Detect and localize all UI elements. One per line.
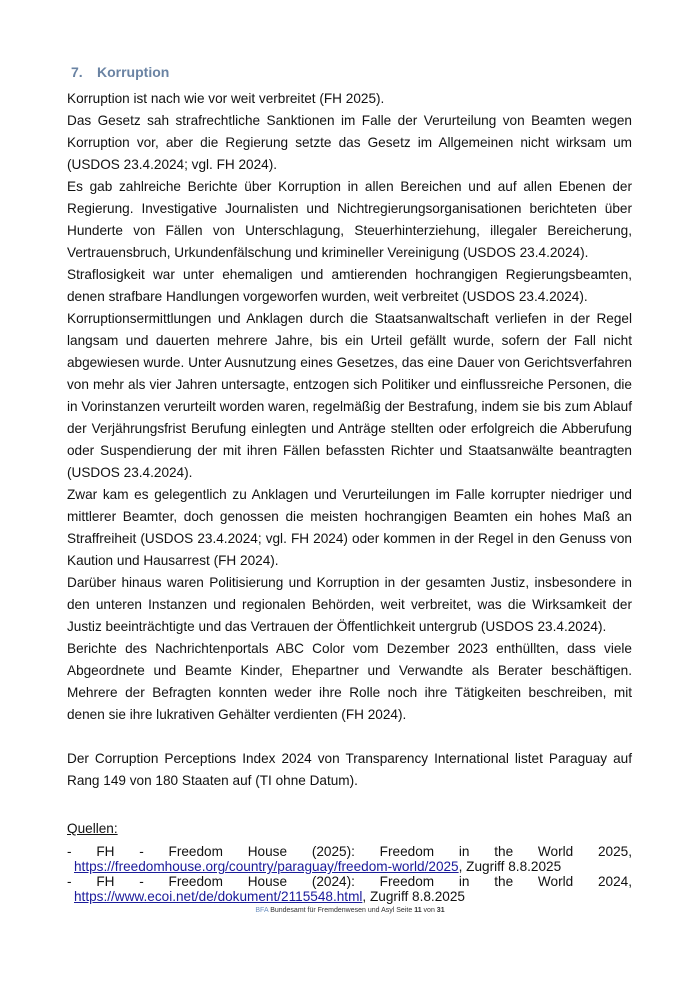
- document-page: [67, 64, 632, 904]
- bfa-logo: BFA: [255, 907, 269, 914]
- source-item: - FH - Freedom House (2024): Freedom in the World 2024, https://www.ecoi.net/de/dokument/2115548.html, Zugriff 8.8.2025: [67, 874, 632, 904]
- paragraph: Korruption ist nach wie vor weit verbreitet (FH 2025).: [67, 91, 385, 106]
- source-item: - FH - Freedom House (2025): Freedom in the World 2025, https://freedomhouse.org/country/paraguay/freedom-world/2025, Zugriff 8.8.2025: [67, 844, 632, 874]
- source-link[interactable]: https://freedomhouse.org/country/paraguay/freedom-world/2025: [74, 859, 459, 874]
- paragraph: Korruptionsermittlungen und Anklagen durch die Staatsanwaltschaft verliefen in der Regel langsam und dauerten mehrere Jahre, bis ein Urteil gefällt wurde, sofern der Fall nicht abgewiesen wurde. Unter Ausnutzung eines Gesetzes, das eine Dauer von Gerichtsverfahren von mehr als vier Jahren untersagte, entzogen sich Politiker und einflussreiche Personen, die in Vorinstanzen verurteilt worden waren, regelmäßig der Bestrafung, indem sie bis zum Ablauf der Verjährungsfrist Berufung einlegten und Anträge stellten oder erfolgreich die Abberufung oder Suspendierung der mit ihren Fällen befassten Richter und Staatsanwälte beantragten (USDOS 23.4.2024).: [67, 311, 632, 480]
- sources-heading: Quellen:: [67, 821, 118, 836]
- section-heading: 7. Korruption: [71, 64, 170, 80]
- page-number: 11: [414, 907, 422, 914]
- page-footer: BFA Bundesamt für Fremdenwesen und Asyl Seite 11 von 31: [255, 907, 445, 914]
- paragraph: Berichte des Nachrichtenportals ABC Color vom Dezember 2023 enthüllten, dass viele Abgeordnete und Beamte Kinder, Ehepartner und Verwandte als Berater beschäftigen. Mehrere der Befragten konnten weder ihre Rolle noch ihre Tätigkeiten beschreiben, mit denen sie ihre lukrativen Gehälter verdienten (FH 2024).: [67, 641, 632, 722]
- cpi-paragraph: Der Corruption Perceptions Index 2024 von Transparency International listet Paraguay auf Rang 149 von 180 Staaten auf (TI ohne Datum).: [67, 751, 632, 788]
- paragraph: Straflosigkeit war unter ehemaligen und amtierenden hochrangigen Regierungsbeamten, denen strafbare Handlungen vorgeworfen wurden, weit verbreitet (USDOS 23.4.2024).: [67, 267, 632, 304]
- paragraph: Das Gesetz sah strafrechtliche Sanktionen im Falle der Verurteilung von Beamten wegen Korruption vor, aber die Regierung setzte das Gesetz im Allgemeinen nicht wirksam um (USDOS 23.4.2024; vgl. FH 2024).: [67, 113, 632, 172]
- source-link[interactable]: https://www.ecoi.net/de/dokument/2115548.html: [74, 889, 363, 904]
- page-total: 31: [436, 907, 445, 914]
- paragraph: Darüber hinaus waren Politisierung und Korruption in der gesamten Justiz, insbesondere in den unteren Instanzen und regionalen Behörden, weit verbreitet, was die Wirksamkeit der Justiz beeinträchtigte und das Vertrauen der Öffentlichkeit untergrub (USDOS 23.4.2024).: [67, 575, 632, 634]
- paragraph: Zwar kam es gelegentlich zu Anklagen und Verurteilungen im Falle korrupter niedriger und mittlerer Beamter, doch genossen die meisten hochrangigen Beamten ein hohes Maß an Straffreiheit (USDOS 23.4.2024; vgl. FH 2024) oder kommen in der Regel in den Genuss von Kaution und Hausarrest (FH 2024).: [67, 487, 632, 568]
- paragraph: Es gab zahlreiche Berichte über Korruption in allen Bereichen und auf allen Ebenen der Regierung. Investigative Journalisten und Nichtregierungsorganisationen berichteten über Hunderte von Fällen von Unterschlagung, Steuerhinterziehung, illegaler Bereicherung, Vertrauensbruch, Urkundenfälschung und krimineller Vereinigung (USDOS 23.4.2024).: [67, 179, 632, 260]
